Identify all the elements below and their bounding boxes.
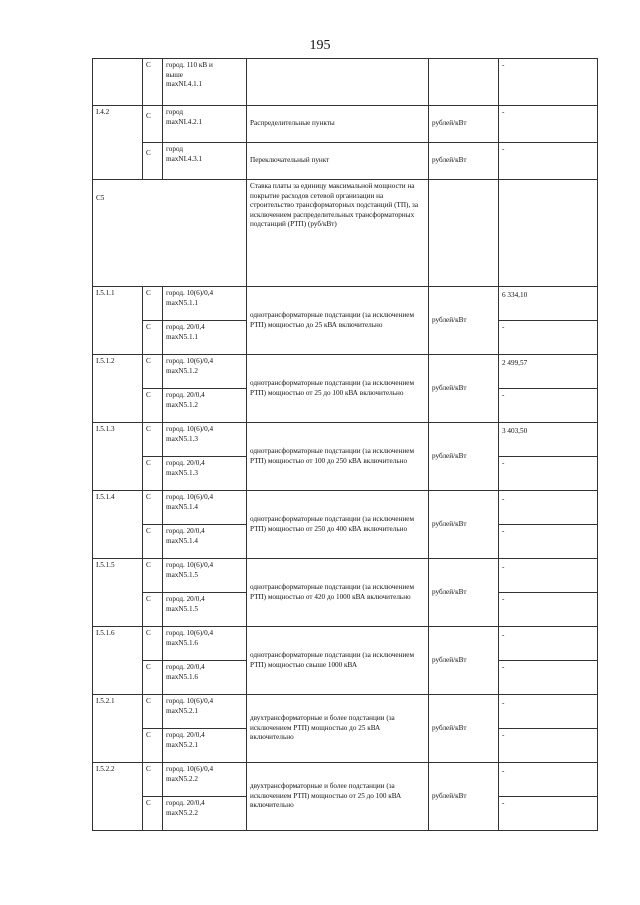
name-cell: город. 10(6)/0,4 maxN5.1.3 — [163, 423, 247, 457]
name-cell: город. 10(6)/0,4 maxN5.2.2 — [163, 763, 247, 797]
letter-cell: С — [143, 525, 163, 559]
table-row — [93, 695, 598, 729]
code-cell: I.4.2 — [93, 106, 143, 180]
letter-cell: С — [143, 106, 163, 143]
unit-cell: рублей/кВт — [429, 355, 499, 423]
unit-cell: рублей/кВт — [429, 106, 499, 143]
letter-cell: С — [143, 763, 163, 797]
code-cell: I.5.1.4 — [93, 491, 143, 559]
letter-cell: С — [143, 593, 163, 627]
unit-cell: рублей/кВт — [429, 423, 499, 491]
table-row — [93, 287, 598, 321]
value-cell: - — [499, 695, 598, 729]
name-cell: город. 10(6)/0,4 maxN5.2.1 — [163, 695, 247, 729]
name-cell: город. 110 кВ и выше maxNI.4.1.1 — [163, 59, 247, 106]
value-cell: - — [499, 321, 598, 355]
value-cell: - — [499, 525, 598, 559]
name-cell: город. 20/0,4 maxN5.1.4 — [163, 525, 247, 559]
code-cell: I.5.2.2 — [93, 763, 143, 831]
letter-cell: С — [143, 627, 163, 661]
value-cell: 2 499,57 — [499, 355, 598, 389]
desc-cell: Распределительные пункты — [247, 106, 429, 143]
desc-cell: однотрансформаторные подстанции (за исключением РТП) мощностью свыше 1000 кВА — [247, 627, 429, 695]
desc-cell: двухтрансформаторные и более подстанции (за исключением РТП) мощностью до 25 кВА включительно — [247, 695, 429, 763]
table-row — [93, 423, 598, 457]
name-cell: город maxNI.4.3.1 — [163, 143, 247, 180]
table-row — [93, 180, 598, 287]
letter-cell: С — [143, 389, 163, 423]
letter-cell: С — [143, 661, 163, 695]
value-cell: - — [499, 593, 598, 627]
unit-cell: рублей/кВт — [429, 491, 499, 559]
unit-cell: рублей/кВт — [429, 627, 499, 695]
name-cell: город. 10(6)/0,4 maxN5.1.6 — [163, 627, 247, 661]
name-cell: город. 20/0,4 maxN5.1.6 — [163, 661, 247, 695]
desc-cell: однотрансформаторные подстанции (за исключением РТП) мощностью до 25 кВА включительно — [247, 287, 429, 355]
desc-cell: Переключательный пункт — [247, 143, 429, 180]
value-cell: - — [499, 559, 598, 593]
unit-cell — [429, 59, 499, 106]
name-cell: город. 10(6)/0,4 maxN5.1.2 — [163, 355, 247, 389]
letter-cell: С — [143, 287, 163, 321]
desc-cell: Ставка платы за единицу максимальной мощности на покрытие расходов сетевой организации на строительство трансформаторных подстанций (ТП), за исключением распределительных трансформаторных подстанций (РТП) (руб/кВт) — [247, 180, 429, 287]
name-cell: город. 20/0,4 maxN5.1.1 — [163, 321, 247, 355]
desc-cell: однотрансформаторные подстанции (за исключением РТП) мощностью от 25 до 100 кВА включительно — [247, 355, 429, 423]
table-row — [93, 106, 598, 143]
value-cell: - — [499, 457, 598, 491]
table-row — [93, 763, 598, 797]
value-cell — [499, 180, 598, 287]
letter-cell: С — [143, 143, 163, 180]
table-row — [93, 59, 598, 106]
name-cell: город. 20/0,4 maxN5.2.1 — [163, 729, 247, 763]
page-number: 195 — [309, 38, 331, 53]
table-row — [93, 627, 598, 661]
value-cell: - — [499, 661, 598, 695]
value-cell: - — [499, 797, 598, 831]
table-row — [93, 491, 598, 525]
tariff-table — [92, 58, 598, 831]
name-cell: город. 20/0,4 maxN5.1.5 — [163, 593, 247, 627]
unit-cell: рублей/кВт — [429, 559, 499, 627]
value-cell: - — [499, 491, 598, 525]
name-cell: город. 20/0,4 maxN5.1.3 — [163, 457, 247, 491]
value-cell: - — [499, 627, 598, 661]
unit-cell: рублей/кВт — [429, 143, 499, 180]
code-cell: I.5.1.2 — [93, 355, 143, 423]
name-cell: город. 20/0,4 maxN5.1.2 — [163, 389, 247, 423]
value-cell: - — [499, 389, 598, 423]
code-cell: I.5.2.1 — [93, 695, 143, 763]
code-cell — [93, 59, 143, 106]
desc-cell: однотрансформаторные подстанции (за исключением РТП) мощностью от 100 до 250 кВА включительно — [247, 423, 429, 491]
letter-cell: С — [143, 729, 163, 763]
letter-cell: С — [143, 559, 163, 593]
letter-cell: С — [143, 321, 163, 355]
value-cell: - — [499, 143, 598, 180]
value-cell: - — [499, 729, 598, 763]
letter-cell: С — [143, 797, 163, 831]
desc-cell: однотрансформаторные подстанции (за исключением РТП) мощностью от 250 до 400 кВА включительно — [247, 491, 429, 559]
letter-cell: С — [143, 457, 163, 491]
name-cell: город. 10(6)/0,4 maxN5.1.1 — [163, 287, 247, 321]
code-cell: I.5.1.5 — [93, 559, 143, 627]
letter-cell: С — [143, 491, 163, 525]
desc-cell — [247, 59, 429, 106]
code-cell: I.5.1.3 — [93, 423, 143, 491]
code-cell: С5 — [93, 180, 247, 287]
letter-cell: С — [143, 423, 163, 457]
table-row — [93, 559, 598, 593]
code-cell: I.5.1.6 — [93, 627, 143, 695]
table-row — [93, 143, 598, 180]
desc-cell: однотрансформаторные подстанции (за исключением РТП) мощностью от 420 до 1000 кВА включительно — [247, 559, 429, 627]
unit-cell: рублей/кВт — [429, 287, 499, 355]
code-cell: I.5.1.1 — [93, 287, 143, 355]
value-cell: - — [499, 763, 598, 797]
value-cell: - — [499, 59, 598, 106]
letter-cell: С — [143, 355, 163, 389]
value-cell: - — [499, 106, 598, 143]
name-cell: город. 10(6)/0,4 maxN5.1.4 — [163, 491, 247, 525]
desc-cell: двухтрансформаторные и более подстанции (за исключением РТП) мощностью от 25 до 100 кВА включительно — [247, 763, 429, 831]
value-cell: 6 334,10 — [499, 287, 598, 321]
table-row — [93, 355, 598, 389]
letter-cell: С — [143, 59, 163, 106]
name-cell: город. 10(6)/0,4 maxN5.1.5 — [163, 559, 247, 593]
name-cell: город maxNI.4.2.1 — [163, 106, 247, 143]
unit-cell: рублей/кВт — [429, 763, 499, 831]
value-cell: 3 403,50 — [499, 423, 598, 457]
unit-cell — [429, 180, 499, 287]
unit-cell: рублей/кВт — [429, 695, 499, 763]
name-cell: город. 20/0,4 maxN5.2.2 — [163, 797, 247, 831]
letter-cell: С — [143, 695, 163, 729]
